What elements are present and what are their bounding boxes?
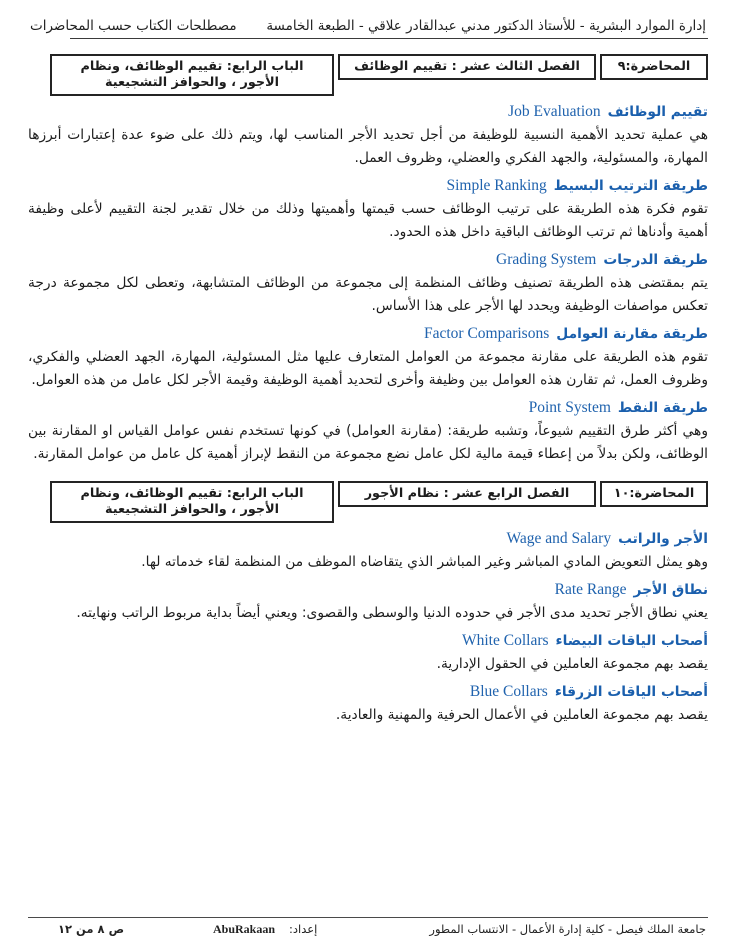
term-arabic: تقييم الوظائف bbox=[607, 104, 708, 120]
chapter-title-box: الفصل الثالث عشر : تقييم الوظائف bbox=[338, 54, 596, 80]
header-book-title: إدارة الموارد البشرية - للأستاذ الدكتور مدني عبدالقادر علاقي - الطبعة الخامسة bbox=[266, 18, 706, 34]
term-arabic: نطاق الأجر bbox=[633, 582, 708, 598]
term-english: Blue Collars bbox=[469, 683, 548, 700]
term-arabic: أصحاب الياقات البيضاء bbox=[555, 633, 708, 649]
term-definition: يعني نطاق الأجر تحديد مدى الأجر في حدوده الدنيا والوسطى والقصوى: ويعني أيضاً بداية مربوط الراتب ونهايته. bbox=[76, 605, 708, 621]
footer-prepared-label: إعداد: bbox=[289, 922, 318, 936]
footer-page-number: ص ٨ من ١٢ bbox=[58, 922, 125, 936]
term-arabic: طريقة الترتيب البسيط bbox=[553, 178, 708, 194]
lecture-number-box: المحاضرة:٩ bbox=[600, 54, 708, 80]
term-definition: يقصد بهم مجموعة العاملين في الحقول الإدارية. bbox=[436, 656, 708, 672]
term-definition: وهي أكثر طرق التقييم شيوعاً، وتشبه طريقة: (مقارنة العوامل) في كونها تستخدم نفس عوامل القياس او المقارنة بين الوظائف، ولكن بدلاً من إعطاء قيمة مالية لكل عامل نضع مجموعة من النقط لإبراز أهمية كل عامل من عوامل المقارنة. bbox=[28, 423, 708, 462]
part-title-box: الباب الرابع: تقييم الوظائف، ونظام الأجور ، والحوافز التشجيعية bbox=[50, 481, 334, 523]
term-heading bbox=[28, 398, 708, 417]
term-arabic: طريقة النقط bbox=[617, 400, 708, 416]
term-english: Job Evaluation bbox=[508, 103, 601, 120]
term-english: Simple Ranking bbox=[446, 177, 547, 194]
footer-prepared-by bbox=[213, 922, 317, 937]
term-english: Point System bbox=[528, 399, 611, 416]
term-arabic: الأجر والراتب bbox=[618, 531, 708, 547]
footer-university: جامعة الملك فيصل - كلية إدارة الأعمال - الانتساب المطور bbox=[429, 922, 706, 936]
term-heading bbox=[28, 682, 708, 701]
term-definition: تقوم فكرة هذه الطريقة على ترتيب الوظائف حسب قيمتها وأهميتها وذلك من خلال تقدير لجنة التقييم لأعلى وظيفة أهمية وأدناها ثم ترتب الوظائف الباقية داخل هذه الحدود. bbox=[28, 201, 708, 240]
term-arabic: طريقة الدرجات bbox=[603, 252, 708, 268]
term-heading bbox=[28, 102, 708, 121]
footer-author-name: AbuRakaan bbox=[213, 922, 276, 936]
page-footer bbox=[28, 917, 708, 940]
term-english: Grading System bbox=[496, 251, 597, 268]
header-rule bbox=[70, 38, 708, 39]
term-arabic: طريقة مقارنة العوامل bbox=[556, 326, 708, 342]
term-definition: يقصد بهم مجموعة العاملين في الأعمال الحرفية والمهنية والعادية. bbox=[335, 707, 708, 723]
term-definition: تقوم هذه الطريقة على مقارنة مجموعة من العوامل المتعارف عليها مثل المسئولية، المهارة، الجهد العضلي والفكري، وظروف العمل، ثم تقارن هذه العوامل بين وظيفة وأخرى لتحديد أهمية الوظيفة وقيمة الأجر لكل عامل من هذه العوامل. bbox=[28, 349, 708, 388]
page-header bbox=[28, 18, 708, 38]
chapter-title-box: الفصل الرابع عشر : نظام الأجور bbox=[338, 481, 596, 507]
term-heading bbox=[28, 580, 708, 599]
term-english: Wage and Salary bbox=[506, 530, 612, 547]
term-heading bbox=[28, 176, 708, 195]
term-arabic: أصحاب الياقات الزرقاء bbox=[554, 684, 708, 700]
term-english: Rate Range bbox=[554, 581, 627, 598]
term-definition: هي عملية تحديد الأهمية النسبية للوظيفة من أجل تحديد الأجر المناسب لها، ويتم ذلك على ضوء عدة إعتبارات أبرزها المهارة، والمسئولية، والجهد الفكري والعضلي، وظروف العمل. bbox=[28, 127, 708, 166]
term-heading bbox=[28, 324, 708, 343]
term-definition: يتم بمقتضى هذه الطريقة تصنيف وظائف المنظمة إلى مجموعة من الوظائف المتشابهة، وتعطى لكل مجموعة درجة تعكس مواصفات الوظيفة ويحدد لها الأجر على هذا الأساس. bbox=[28, 275, 708, 314]
lecture-number-box: المحاضرة:١٠ bbox=[600, 481, 708, 507]
term-english: White Collars bbox=[462, 632, 549, 649]
term-definition: وهو يمثل التعويض المادي المباشر وغير المباشر الذي يتقاضاه الموظف من المنظمة لقاء خدماته لها. bbox=[141, 554, 708, 570]
term-heading bbox=[28, 250, 708, 269]
term-english: Factor Comparisons bbox=[423, 325, 550, 342]
term-heading bbox=[28, 631, 708, 650]
term-heading bbox=[28, 529, 708, 548]
lecture-banner-9 bbox=[50, 54, 708, 96]
part-title-box: الباب الرابع: تقييم الوظائف، ونظام الأجور ، والحوافز التشجيعية bbox=[50, 54, 334, 96]
header-topic: مصطلحات الكتاب حسب المحاضرات bbox=[30, 18, 237, 34]
lecture-banner-10 bbox=[50, 481, 708, 523]
